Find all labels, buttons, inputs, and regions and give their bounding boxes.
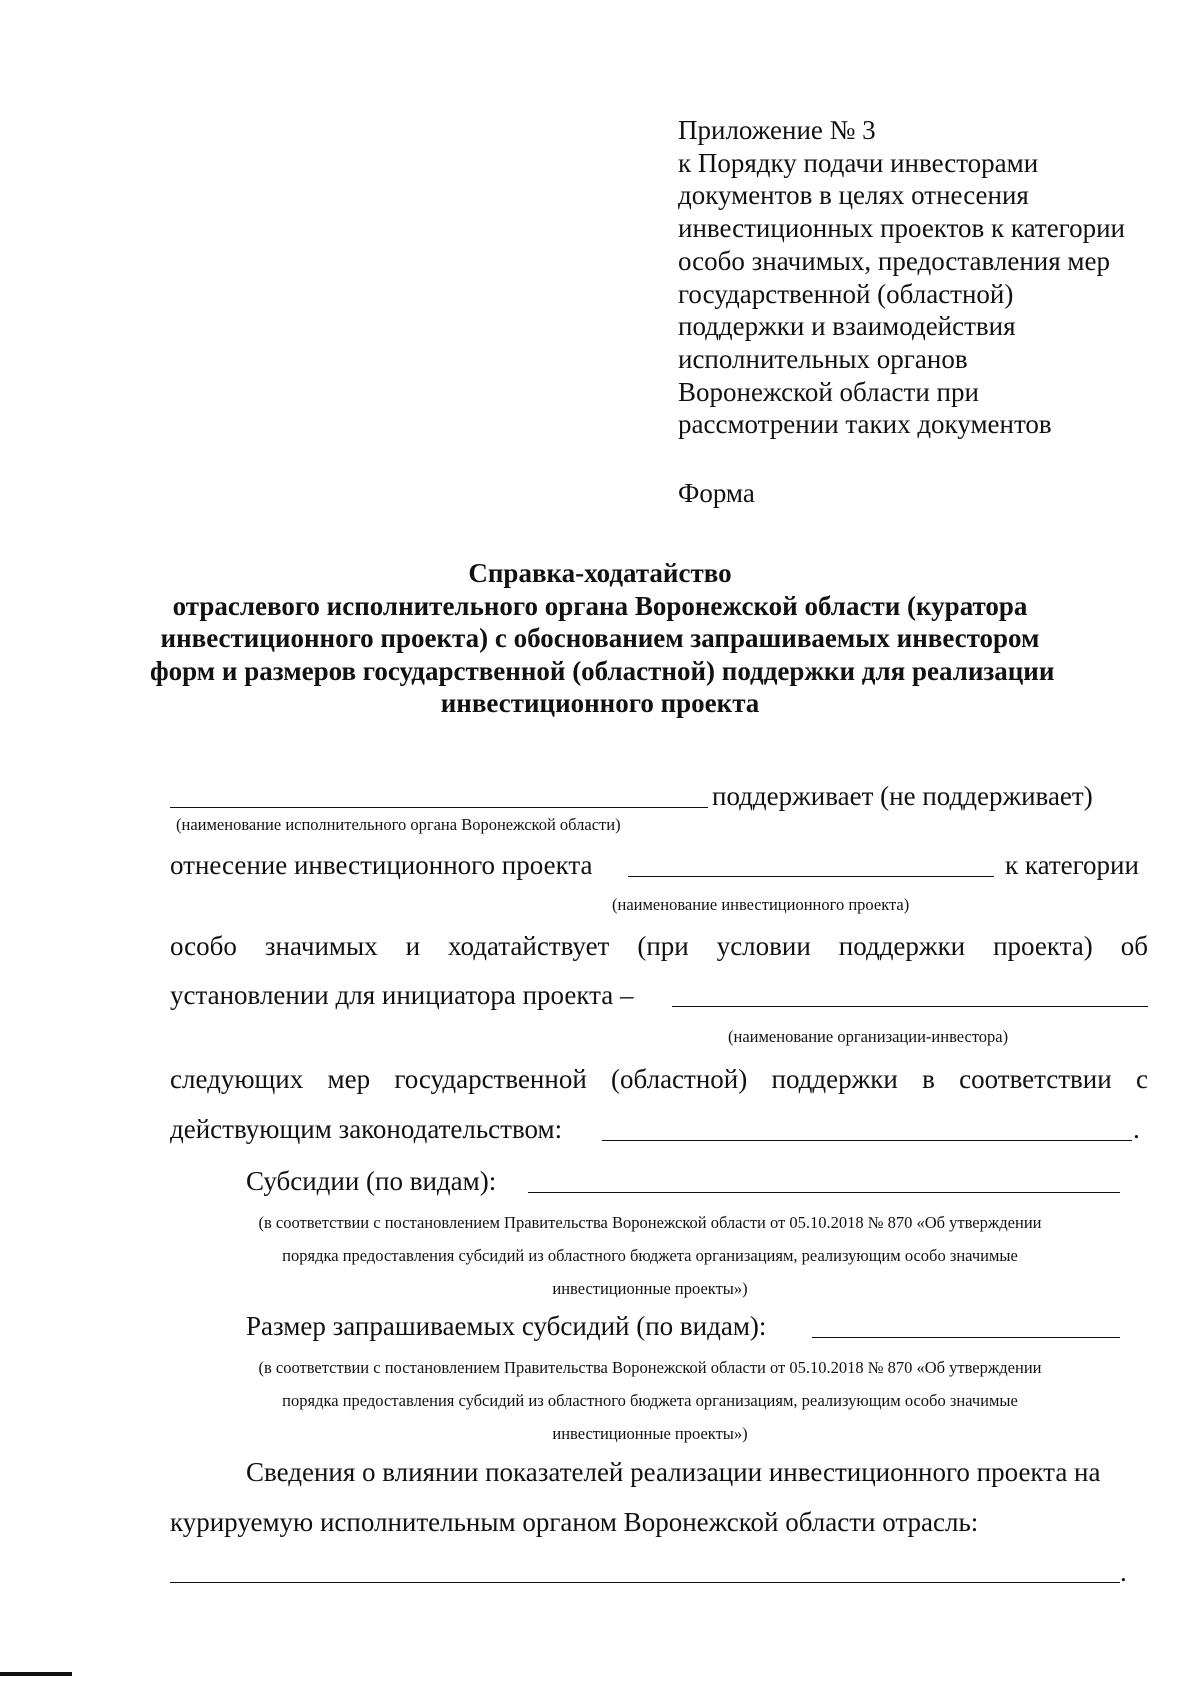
form-label: Форма: [678, 478, 755, 508]
annex-header: [678, 114, 1178, 441]
line5: [170, 1064, 1148, 1095]
scan-edge-mark: [0, 1672, 72, 1676]
annex-line: поддержки и взаимодействия: [678, 311, 1016, 342]
note-line: инвестиционные проекты»): [552, 1424, 748, 1443]
document-title: [150, 557, 1055, 720]
word: значимых: [264, 931, 378, 961]
word: (при: [637, 931, 689, 961]
note-2: [150, 1351, 1150, 1450]
annex-line: Воронежской области при: [678, 376, 979, 407]
amount-field[interactable]: [812, 1337, 1120, 1338]
annex-line: государственной (областной): [678, 278, 1014, 309]
final-end: .: [1120, 1557, 1127, 1587]
word: (областной): [611, 1064, 748, 1094]
annex-line: особо значимых, предоставления мер: [678, 245, 1110, 276]
annex-line: к Порядку подачи инвесторами: [678, 147, 1039, 178]
organ-name-field[interactable]: [170, 807, 708, 808]
word: проекта): [993, 931, 1093, 961]
annex-line: рассмотрении таких документов: [678, 409, 1052, 440]
title-line: Справка-ходатайство: [468, 558, 732, 588]
annex-line: документов в целях отнесения: [678, 180, 1029, 211]
amount-label: Размер запрашиваемых субсидий (по видам):: [246, 1311, 767, 1341]
impact-line-1: Сведения о влиянии показателей реализации инвестиционного проекта на: [246, 1457, 1101, 1487]
subsidies-field[interactable]: [528, 1192, 1120, 1193]
supports-text: поддерживает (не поддерживает): [712, 781, 1093, 811]
word: об: [1120, 931, 1148, 961]
impact-line-2: курируемую исполнительным органом Воронежской области отрасль:: [170, 1507, 979, 1537]
title-line: отраслевого исполнительного органа Воронежской области (куратора: [172, 590, 1028, 621]
annex-line: инвестиционных проектов к категории: [678, 213, 1125, 244]
line6-end: .: [1133, 1114, 1140, 1144]
word: особо: [170, 931, 237, 961]
impact-field[interactable]: [170, 1582, 1120, 1583]
word: мер: [327, 1064, 371, 1094]
word: соответствии: [959, 1064, 1112, 1094]
word: и: [405, 931, 421, 961]
project-name-field[interactable]: [628, 876, 994, 877]
note-1: [150, 1206, 1150, 1305]
word: условии: [716, 931, 811, 961]
word: поддержки: [771, 1064, 898, 1094]
title-line: инвестиционного проекта: [440, 688, 760, 718]
word: следующих: [170, 1064, 304, 1094]
subsidies-label: Субсидии (по видам):: [246, 1166, 497, 1196]
annex-line: Приложение № 3: [678, 115, 876, 145]
note-line: инвестиционные проекты»): [552, 1279, 748, 1298]
word: с: [1135, 1064, 1148, 1094]
investor-name-field[interactable]: [672, 1006, 1148, 1007]
word: в: [922, 1064, 935, 1094]
line6-prefix: действующим законодательством:: [170, 1114, 563, 1144]
line3: [170, 931, 1148, 962]
word: государственной: [394, 1064, 587, 1094]
note-line: (в соответствии с постановлением Правительства Воронежской области от 05.10.2018 № 870 «Об утверждении: [258, 1213, 1042, 1232]
word: ходатайствует: [448, 931, 610, 961]
word: поддержки: [838, 931, 966, 961]
annex-line: исполнительных органов: [678, 343, 968, 374]
caption-organ: (наименование исполнительного органа Воронежской области): [176, 815, 621, 834]
legislation-field[interactable]: [602, 1140, 1132, 1141]
title-line: инвестиционного проекта) с обоснованием запрашиваемых инвестором: [160, 623, 1040, 653]
note-line: порядка предоставления субсидий из областного бюджета организациям, реализующим особо значимые: [282, 1391, 1018, 1410]
note-line: порядка предоставления субсидий из областного бюджета организациям, реализующим особо значимые: [282, 1246, 1018, 1265]
line2-prefix: отнесение инвестиционного проекта: [170, 850, 593, 880]
caption-project: (наименование инвестиционного проекта): [612, 895, 910, 914]
title-line: форм и размеров государственной (областной) поддержки для реализации: [150, 655, 1055, 686]
line2-suffix: к категории: [1005, 850, 1139, 880]
caption-investor: (наименование организации-инвестора): [728, 1027, 1009, 1046]
line4-prefix: установлении для инициатора проекта –: [170, 980, 634, 1010]
note-line: (в соответствии с постановлением Правительства Воронежской области от 05.10.2018 № 870 «Об утверждении: [258, 1358, 1042, 1377]
